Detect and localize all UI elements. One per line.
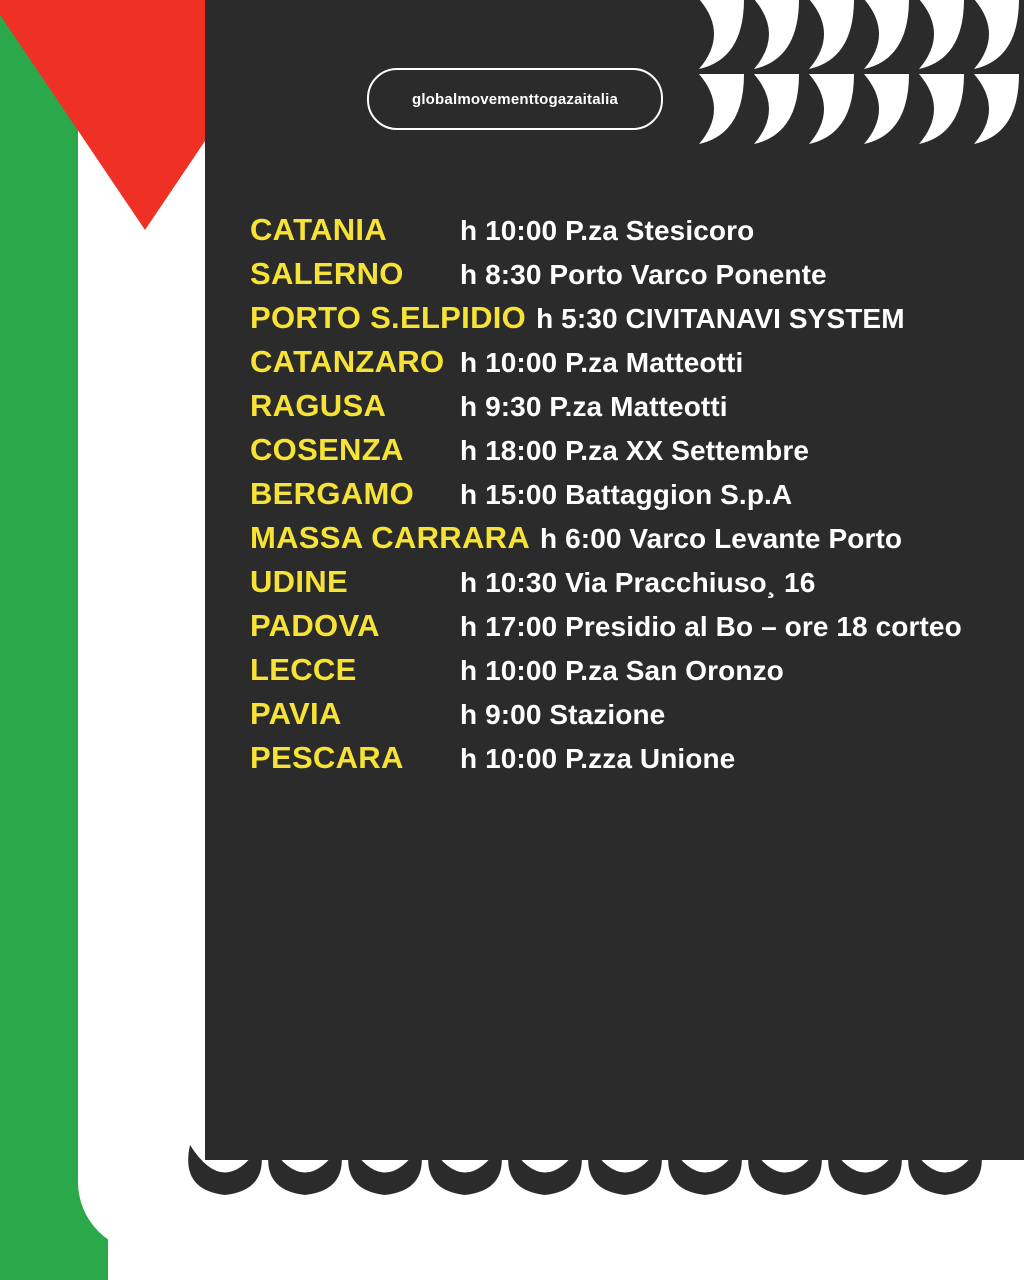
- city-name: PAVIA: [250, 696, 342, 731]
- event-detail: h 8:30 Porto Varco Ponente: [460, 259, 827, 290]
- scallop-decoration-icon: [180, 1115, 1024, 1225]
- list-item: [250, 696, 1020, 740]
- list-item: [250, 476, 1020, 520]
- city-name: SALERNO: [250, 256, 404, 291]
- city-name: CATANIA: [250, 212, 387, 247]
- list-item: [250, 520, 1020, 564]
- city-name: RAGUSA: [250, 388, 387, 423]
- city-name: PESCARA: [250, 740, 404, 775]
- event-detail: h 6:00 Varco Levante Porto: [540, 523, 903, 554]
- account-handle-label: globalmovementtogazaitalia: [411, 90, 619, 108]
- city-name: MASSA CARRARA: [250, 520, 531, 555]
- event-detail: h 10:30 Via Pracchiuso¸ 16: [460, 567, 816, 598]
- event-detail: h 9:30 P.za Matteotti: [460, 391, 728, 422]
- event-detail: h 10:00 P.zza Unione: [460, 743, 736, 774]
- city-name: UDINE: [250, 564, 348, 599]
- event-detail: h 10:00 P.za Stesicoro: [460, 215, 755, 246]
- event-list: [250, 212, 1020, 784]
- event-detail: h 17:00 Presidio al Bo – ore 18 corteo: [460, 611, 962, 642]
- list-item: [250, 608, 1020, 652]
- list-item: [250, 388, 1020, 432]
- city-name: LECCE: [250, 652, 357, 687]
- list-item: [250, 300, 1020, 344]
- list-item: [250, 652, 1020, 696]
- event-detail: h 10:00 P.za Matteotti: [460, 347, 744, 378]
- list-item: [250, 740, 1020, 784]
- list-item: [250, 344, 1020, 388]
- list-item: [250, 212, 1020, 256]
- swoosh-decoration-icon: [694, 0, 1024, 174]
- city-name: PORTO S.ELPIDIO: [250, 300, 527, 335]
- city-name: PADOVA: [250, 608, 380, 643]
- account-handle-pill[interactable]: [367, 68, 663, 130]
- event-detail: h 9:00 Stazione: [460, 699, 666, 730]
- event-detail: h 5:30 CIVITANAVI SYSTEM: [536, 303, 905, 334]
- event-detail: h 18:00 P.za XX Settembre: [460, 435, 810, 466]
- event-detail: h 10:00 P.za San Oronzo: [460, 655, 784, 686]
- list-item: [250, 564, 1020, 608]
- list-item: [250, 432, 1020, 476]
- list-item: [250, 256, 1020, 300]
- event-detail: h 15:00 Battaggion S.p.A: [460, 479, 793, 510]
- city-name: COSENZA: [250, 432, 404, 467]
- city-name: CATANZARO: [250, 344, 445, 379]
- city-name: BERGAMO: [250, 476, 414, 511]
